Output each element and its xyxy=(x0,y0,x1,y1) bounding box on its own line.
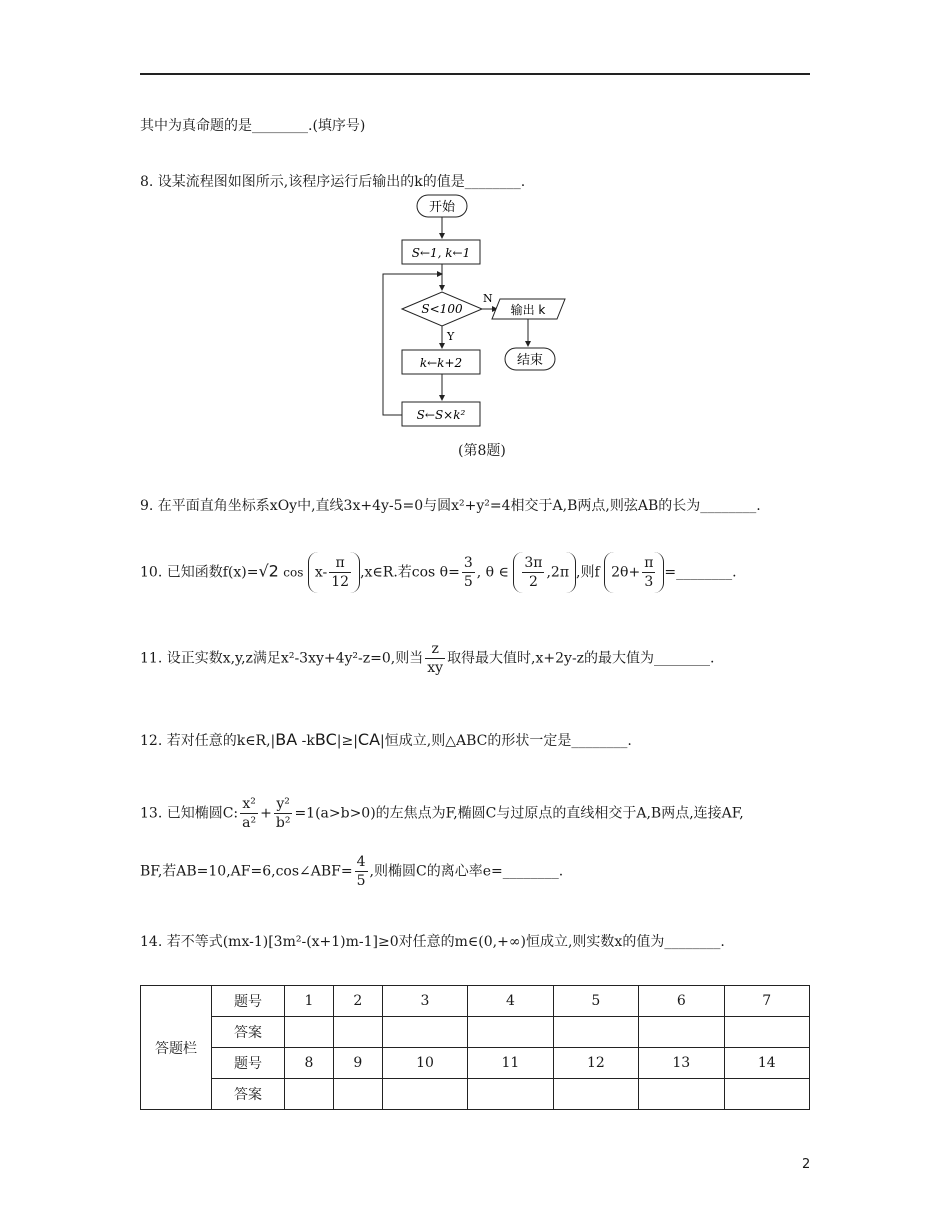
fraction: $\frac{3}{5}$ xyxy=(463,555,473,590)
figure-caption: (第8题) xyxy=(458,443,506,459)
vector-bc: BC xyxy=(314,730,337,749)
flow-start-label: 开始 xyxy=(428,200,456,215)
fraction: $\frac{3\pi}{2}$ xyxy=(524,555,543,590)
flowchart xyxy=(375,190,575,435)
answer-cell[interactable] xyxy=(285,1079,334,1110)
flow-step1-label: k←k+2 xyxy=(419,356,463,370)
fraction: $\frac{\pi}{12}$ xyxy=(331,555,350,590)
fraction: $\frac{\pi}{3}$ xyxy=(644,555,654,590)
question-11: 11. 设正实数x,y,z满足x²-3xy+4y²-z=0,则当 $\frac{z}{xy}$ 取得最大值时,x+2y-z的最大值为________. xyxy=(140,641,715,676)
flow-output-label: 输出 k xyxy=(510,303,546,317)
answer-cell[interactable] xyxy=(724,1079,809,1110)
question-13: 13. 已知椭圆C: $\frac{\text{x²}}{\text{a²}}$ + $\frac{\text{y²}}{\text{b²}}$ =1(a>b>0)的左焦点为F,椭圆C与过原点的直线相交于A,B两点,连接AF, xyxy=(140,796,744,831)
question-10: 10. 已知函数f(x)=√2 cos x- $\frac{\pi}{12}$ ,x∈R.若cos θ= $\frac{3}{5}$ , θ ∈ $\frac{3\pi}{2}$ ,2π ,则f 2θ+ $\frac{\pi}{3}$ =________. xyxy=(140,552,737,593)
answer-cell[interactable] xyxy=(333,1079,382,1110)
answer-cell[interactable] xyxy=(639,1079,724,1110)
page-number: 2 xyxy=(802,1157,811,1172)
paren-group: $\frac{3\pi}{2}$ ,2π xyxy=(513,552,576,593)
answer-cell[interactable] xyxy=(382,1079,467,1110)
question-12: 12. 若对任意的k∈R,|BA -kBC|≥|CA|恒成立,则△ABC的形状一定是________. xyxy=(140,730,632,749)
fraction: $\frac{\text{y²}}{\text{b²}}$ xyxy=(275,796,291,831)
fraction: $\frac{4}{5}$ xyxy=(356,854,366,889)
fraction: $\frac{z}{xy}$ xyxy=(427,641,444,676)
paren-group: x- $\frac{\pi}{12}$ xyxy=(308,552,360,593)
flow-init-label: S←1, k←1 xyxy=(411,246,471,260)
answer-cell[interactable] xyxy=(639,1017,724,1048)
answer-cell[interactable] xyxy=(553,1017,638,1048)
flow-condition-label: S<100 xyxy=(421,302,463,316)
answer-cell[interactable] xyxy=(333,1017,382,1048)
answer-cell[interactable] xyxy=(468,1017,553,1048)
top-line: 其中为真命题的是________.(填序号) xyxy=(140,118,366,134)
answer-cell[interactable] xyxy=(285,1017,334,1048)
question-9: 9. 在平面直角坐标系xOy中,直线3x+4y-5=0与圆x²+y²=4相交于A,B两点,则弦AB的长为________. xyxy=(140,498,761,514)
answer-cell[interactable] xyxy=(724,1017,809,1048)
question-8: 8. 设某流程图如图所示,该程序运行后输出的k的值是________. xyxy=(140,174,526,190)
answer-cell[interactable] xyxy=(468,1079,553,1110)
flow-end-label: 结束 xyxy=(516,353,544,368)
flow-yes-label: Y xyxy=(447,330,455,343)
answer-cell[interactable] xyxy=(553,1079,638,1110)
question-14: 14. 若不等式(mx-1)[3m²-(x+1)m-1]≥0对任意的m∈(0,+∞)恒成立,则实数x的值为________. xyxy=(140,934,725,950)
answer-table-label: 答题栏 xyxy=(141,986,212,1110)
answer-table: 答题栏 题号 1 2 3 4 5 6 7 答案 题号 8 9 10 11 12 13 14 答案 xyxy=(140,985,810,1110)
header-rule xyxy=(140,73,810,75)
question-13-cont: BF,若AB=10,AF=6,cos∠ABF= $\frac{4}{5}$ ,则椭圆C的离心率e=________. xyxy=(140,854,564,889)
flow-no-label: N xyxy=(483,292,493,305)
paren-group: 2θ+ $\frac{\pi}{3}$ xyxy=(604,552,664,593)
fraction: $\frac{\text{x²}}{\text{a²}}$ xyxy=(242,796,257,831)
answer-cell[interactable] xyxy=(382,1017,467,1048)
vector-ca: CA xyxy=(357,730,381,749)
sqrt-two: √2 xyxy=(258,561,279,581)
vector-ba: BA xyxy=(275,730,298,749)
flow-step2-label: S←S×k² xyxy=(416,408,466,422)
